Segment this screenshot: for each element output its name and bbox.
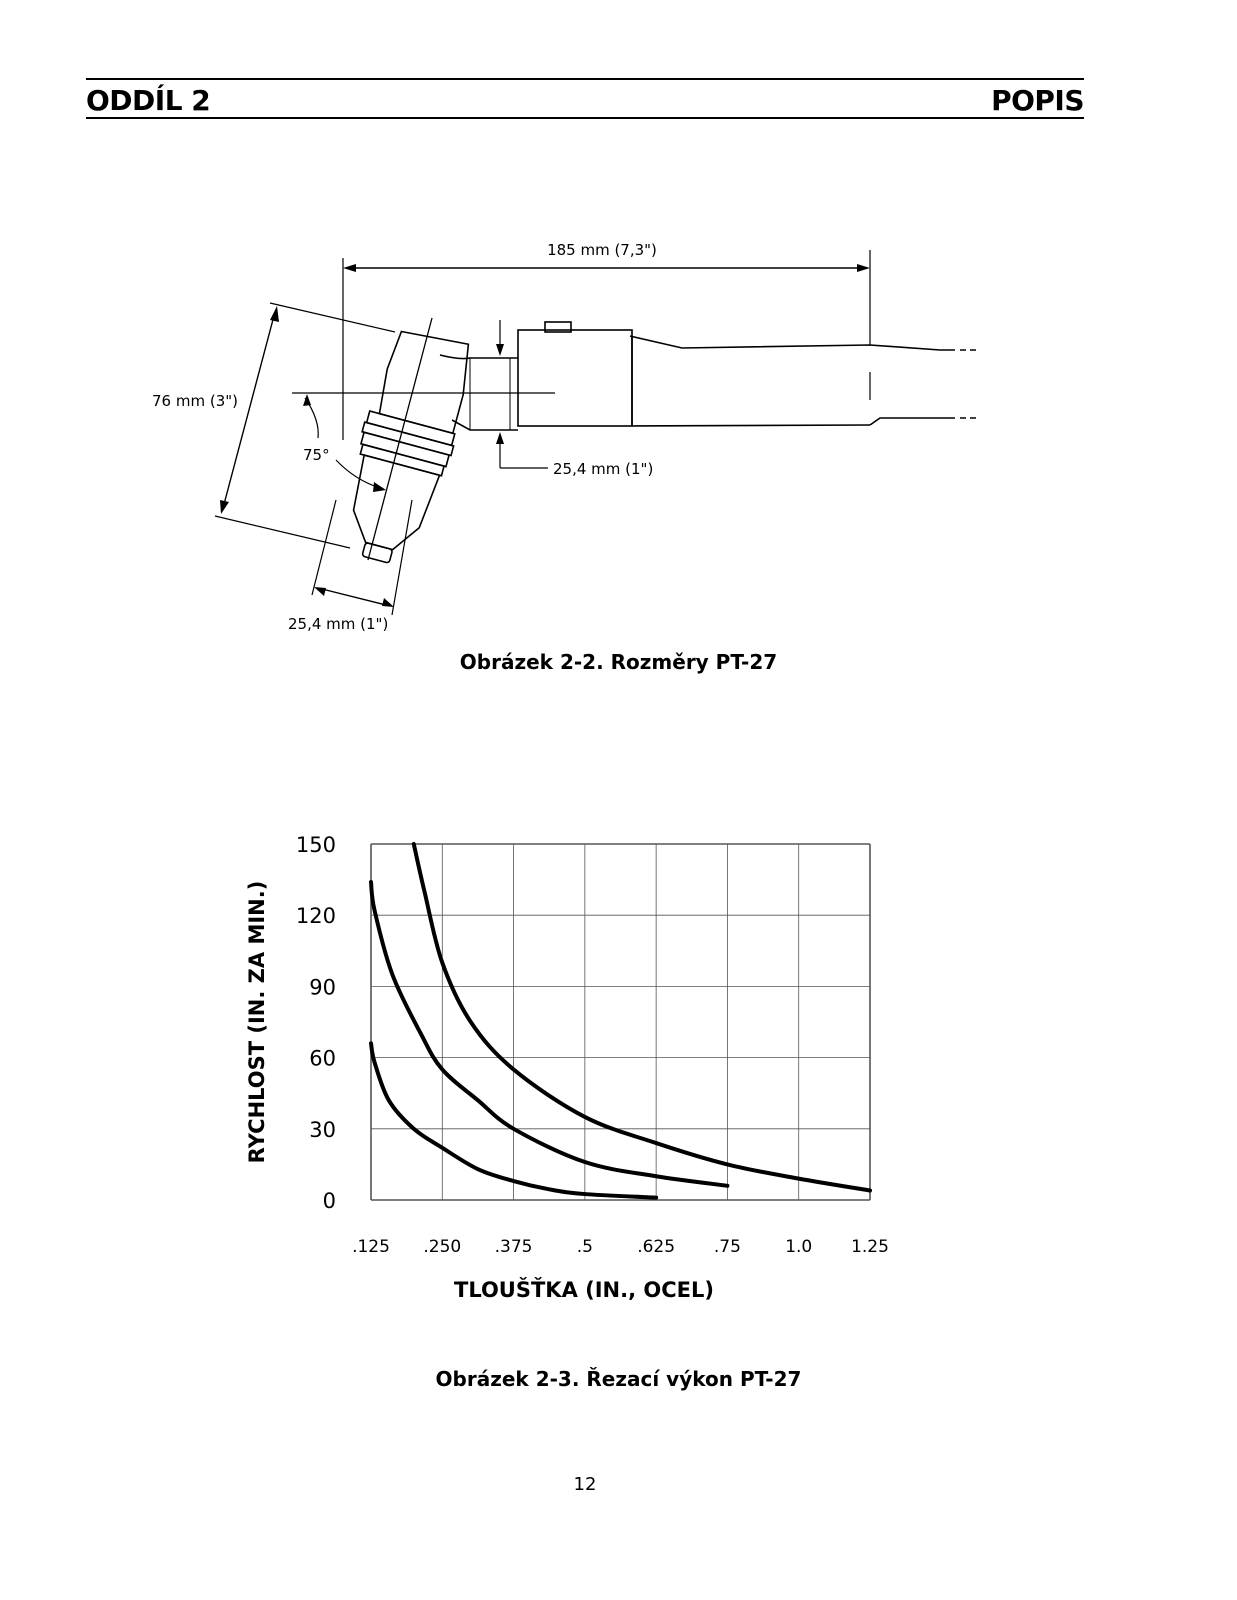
section-number: ODDÍL 2 [86,84,211,117]
x-axis-label: TLOUŠŤKA (IN., OCEL) [454,1278,714,1302]
series-line-2 [371,882,727,1186]
y-tick-label: 0 [322,1189,336,1213]
x-tick-label: .75 [713,1237,741,1257]
y-tick-label: 30 [309,1117,336,1142]
x-tick-label: .250 [423,1237,462,1257]
dim-tip-diameter-label: 25,4 mm (1") [288,615,389,633]
y-tick-label: 90 [309,975,336,1000]
x-tick-labels [352,1237,889,1257]
x-tick-label: .5 [576,1237,593,1257]
figure2-caption: Obrázek 2-3. Řezací výkon PT-27 [435,1367,802,1391]
y-tick-labels [296,833,336,1213]
x-tick-label: .625 [637,1237,676,1257]
page-number: 12 [573,1474,597,1495]
y-axis-label: RYCHLOST (IN. ZA MIN.) [245,880,269,1164]
x-tick-label: .375 [494,1237,533,1257]
dim-height-label: 76 mm (3") [152,392,238,410]
y-tick-label: 60 [309,1046,336,1071]
section-title: POPIS [991,84,1084,117]
dim-length-label: 185 mm (7,3") [547,241,657,259]
x-tick-label: .125 [352,1237,390,1257]
chart-grid [371,844,870,1200]
y-tick-label: 150 [295,833,336,857]
x-tick-label: 1.0 [785,1237,813,1257]
figure1-caption: Obrázek 2-2. Rozměry PT-27 [459,650,778,674]
y-tick-label: 120 [295,904,336,929]
dim-handle-diameter-label: 25,4 mm (1") [553,460,654,478]
series-line-3 [414,844,870,1191]
chart-series-group [371,844,870,1198]
x-tick-label: 1.25 [851,1237,889,1257]
dim-angle-label: 75° [303,446,330,464]
